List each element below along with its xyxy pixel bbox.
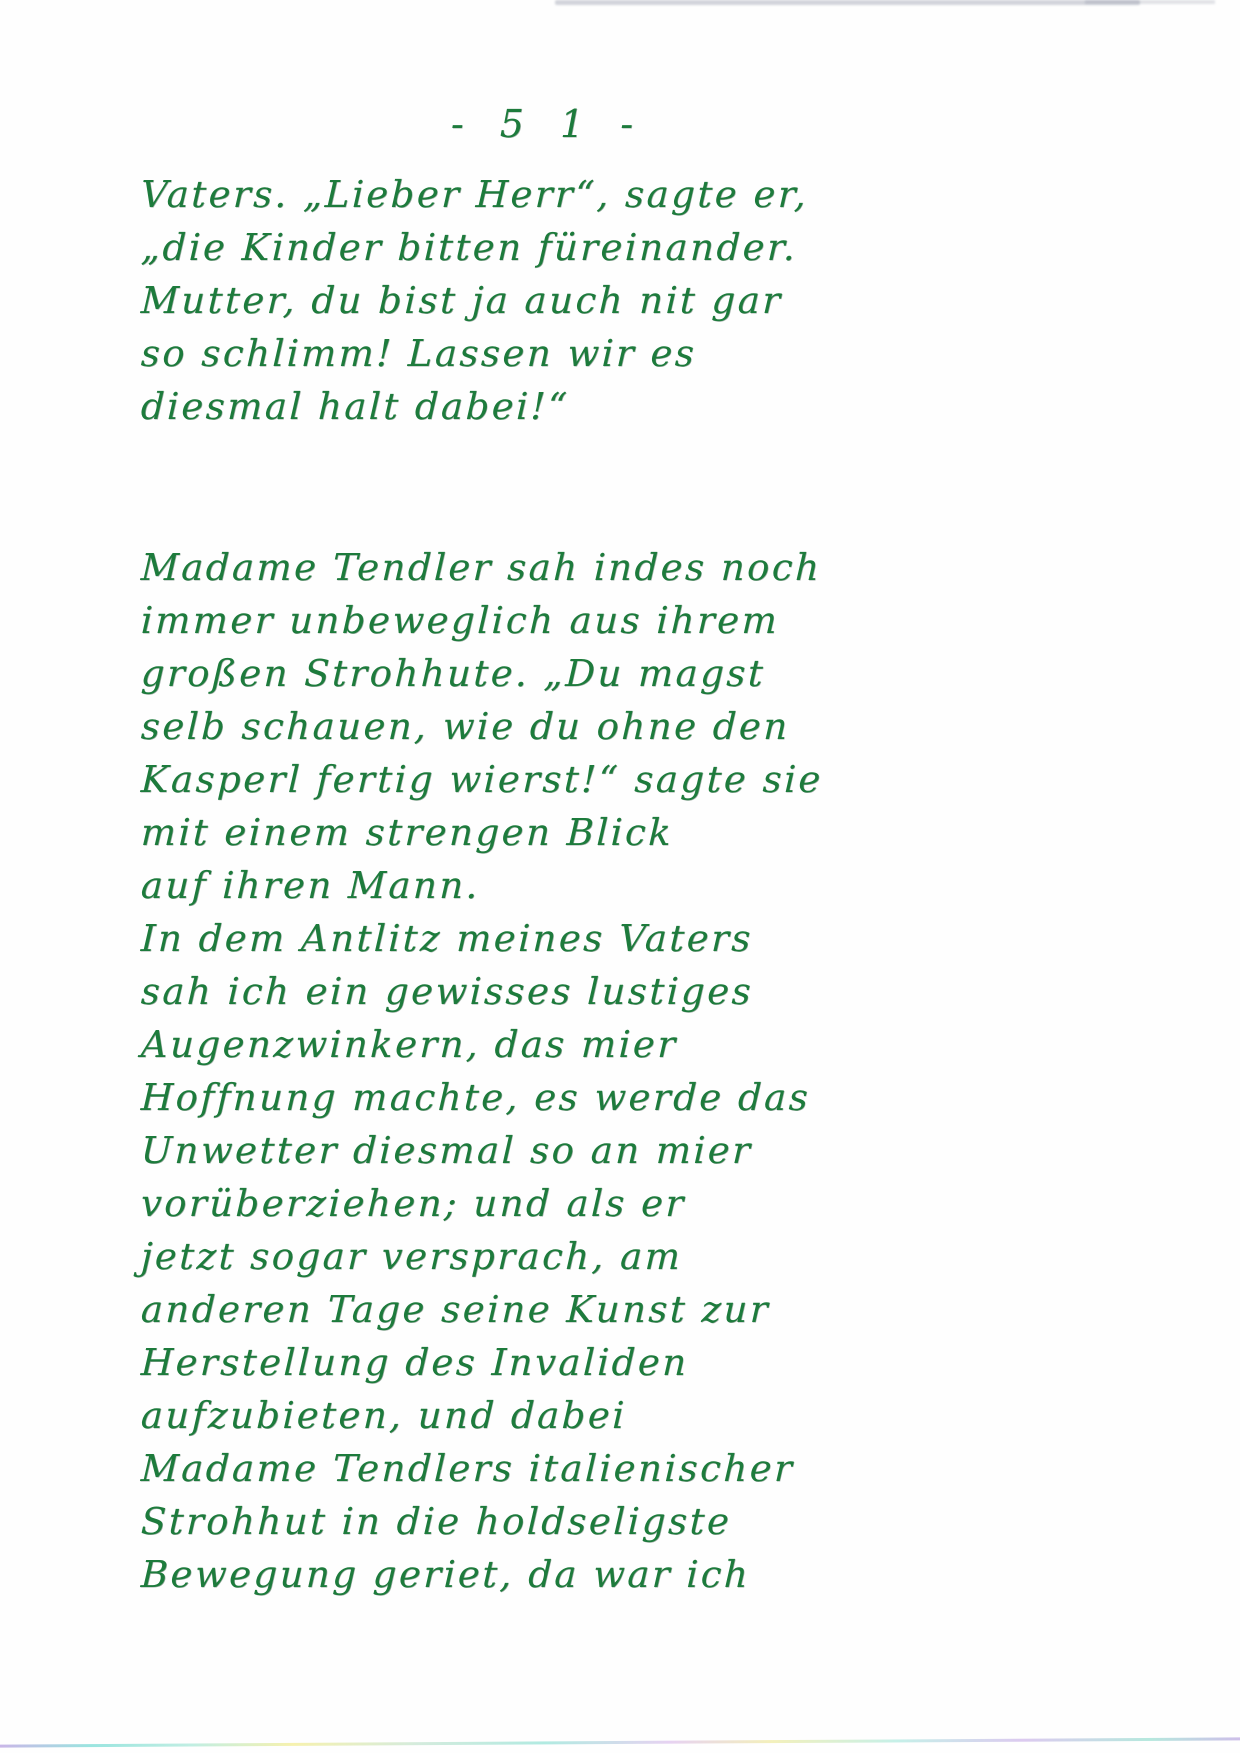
handwriting-line: In dem Antlitz meines Vaters — [140, 917, 754, 960]
handwriting-line: Herstellung des Invaliden — [140, 1341, 690, 1384]
paragraph — [140, 541, 1140, 1601]
handwriting-line: diesmal halt dabei!“ — [140, 385, 571, 428]
handwriting-line: Madame Tendlers italienischer — [140, 1447, 796, 1490]
handwriting-line: Vaters. „Lieber Herr“, sagte er, — [140, 173, 810, 216]
scan-smudge-artifact — [1085, 0, 1215, 4]
handwriting-line: Augenzwinkern, das mier — [140, 1023, 679, 1066]
handwriting-line: großen Strohhute. „Du magst — [140, 652, 767, 695]
handwriting-line: aufzubieten, und dabei — [140, 1394, 628, 1437]
handwriting-line: Strohhut in die holdseligste — [140, 1500, 733, 1543]
handwriting-line: Mutter, du bist ja auch nit gar — [140, 279, 784, 322]
handwriting-line: so schlimm! Lassen wir es — [140, 332, 698, 375]
handwriting-line: vorüberziehen; und als er — [140, 1182, 687, 1225]
handwriting-line: Madame Tendler sah indes noch — [140, 546, 823, 589]
handwriting-line: jetzt sogar versprach, am — [140, 1235, 684, 1278]
handwritten-text-block — [140, 168, 1140, 1601]
handwriting-line: Hoffnung machte, es werde das — [140, 1076, 812, 1119]
page-number: - 5 1 - — [450, 102, 646, 146]
scan-rainbow-line-artifact — [0, 1737, 1240, 1747]
handwriting-line: auf ihren Mann. — [140, 864, 481, 907]
handwriting-line: sah ich ein gewisses lustiges — [140, 970, 754, 1013]
handwriting-line: Bewegung geriet, da war ich — [140, 1553, 752, 1596]
handwriting-line: immer unbeweglich aus ihrem — [140, 599, 780, 642]
handwriting-line: anderen Tage seine Kunst zur — [140, 1288, 771, 1331]
handwriting-line: mit einem strengen Blick — [140, 811, 674, 854]
handwriting-line: Unwetter diesmal so an mier — [140, 1129, 754, 1172]
handwriting-line: selb schauen, wie du ohne den — [140, 705, 791, 748]
handwriting-line: „die Kinder bitten füreinander. — [140, 226, 799, 269]
scan-smudge-artifact — [555, 0, 1140, 5]
paragraph — [140, 168, 1140, 433]
handwriting-line: Kasperl fertig wierst!“ sagte sie — [140, 758, 824, 801]
